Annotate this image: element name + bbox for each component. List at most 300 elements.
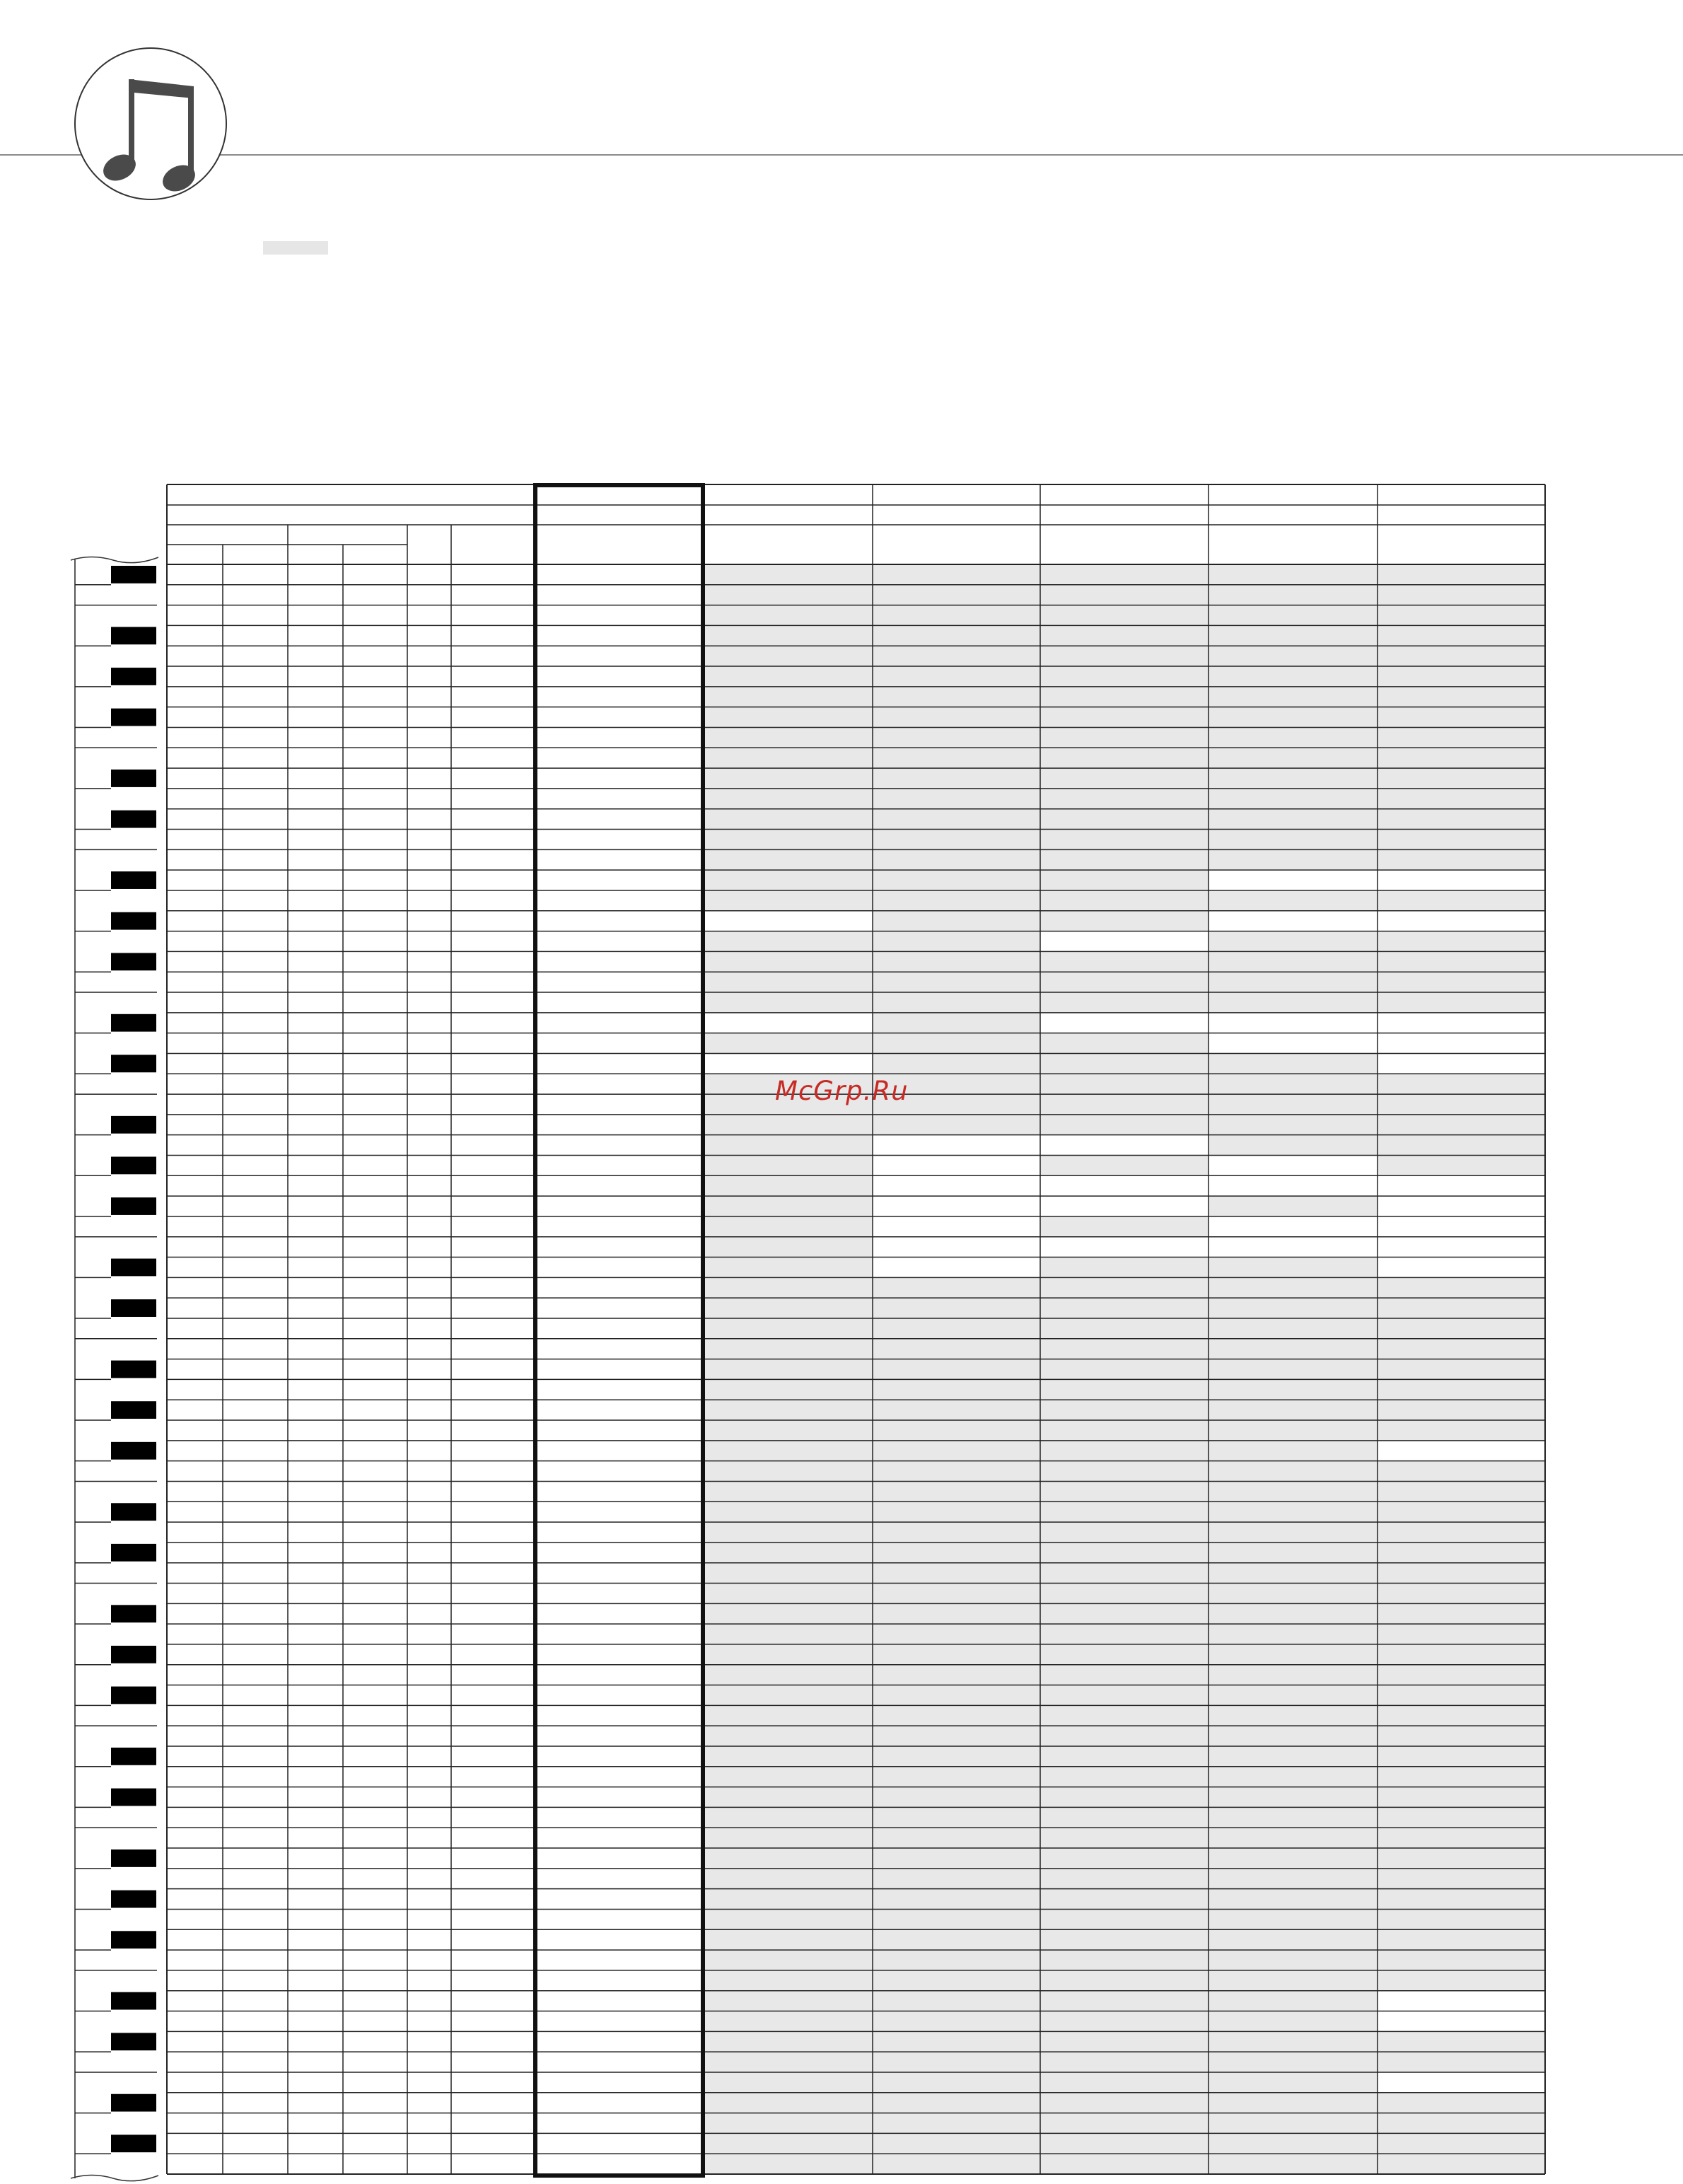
shaded-cell xyxy=(1378,1115,1545,1135)
shaded-cell xyxy=(873,1807,1040,1828)
shaded-cell xyxy=(873,1277,1040,1298)
shaded-cell xyxy=(873,2072,1040,2093)
shaded-cell xyxy=(704,1400,873,1420)
shaded-cell xyxy=(873,1441,1040,1461)
shaded-cell xyxy=(873,1013,1040,1033)
shaded-cell xyxy=(1209,1298,1378,1318)
shaded-cell xyxy=(1378,830,1545,850)
shaded-cell xyxy=(1040,890,1209,911)
shaded-cell xyxy=(873,1909,1040,1929)
shaded-cell xyxy=(873,625,1040,646)
black-key xyxy=(111,1992,156,2010)
shaded-cell xyxy=(873,1929,1040,1950)
shaded-cell xyxy=(1209,625,1378,646)
shaded-cell xyxy=(873,809,1040,830)
shaded-cell xyxy=(1378,1787,1545,1808)
shaded-cell xyxy=(1040,809,1209,830)
shaded-cell xyxy=(1378,768,1545,789)
shaded-cell xyxy=(1040,2154,1209,2174)
shaded-cell xyxy=(1040,1869,1209,1889)
shaded-cell xyxy=(704,1481,873,1502)
black-key xyxy=(111,1401,156,1419)
label-chip xyxy=(263,241,328,255)
watermark: McGrp.Ru xyxy=(775,1076,909,1106)
shaded-cell xyxy=(1040,1502,1209,1522)
black-key xyxy=(111,811,156,828)
shaded-cell xyxy=(1209,1522,1378,1543)
black-key xyxy=(111,2134,156,2152)
shaded-cell xyxy=(873,992,1040,1013)
shaded-cell xyxy=(873,1685,1040,1706)
shaded-cell xyxy=(1209,687,1378,707)
shaded-cell xyxy=(1378,1665,1545,1685)
section-badge xyxy=(74,47,227,200)
shaded-cell xyxy=(704,2011,873,2032)
shaded-cell xyxy=(1378,605,1545,626)
shaded-cell xyxy=(704,2154,873,2174)
shaded-cell xyxy=(704,1603,873,1624)
shaded-cell xyxy=(704,2133,873,2154)
shaded-cell xyxy=(704,1563,873,1584)
shaded-cell xyxy=(1209,1726,1378,1746)
shaded-cell xyxy=(1209,1318,1378,1339)
shaded-cell xyxy=(1040,951,1209,972)
shaded-cell xyxy=(1378,585,1545,605)
shaded-cell xyxy=(704,1726,873,1746)
shaded-cell xyxy=(1378,972,1545,992)
shaded-cell xyxy=(704,1991,873,2011)
shaded-cell xyxy=(1040,1767,1209,1787)
shaded-cell xyxy=(873,2133,1040,2154)
shaded-cell xyxy=(1040,1033,1209,1054)
shaded-cell xyxy=(1378,931,1545,952)
shaded-cell xyxy=(1378,1400,1545,1420)
shaded-cell xyxy=(873,1359,1040,1380)
shaded-cell xyxy=(704,1155,873,1175)
shaded-cell xyxy=(1378,727,1545,748)
shaded-cell xyxy=(873,687,1040,707)
shaded-cell xyxy=(704,1339,873,1359)
shaded-cell xyxy=(1040,605,1209,626)
shaded-cell xyxy=(1040,1298,1209,1318)
shaded-cell xyxy=(704,2052,873,2072)
shaded-cell xyxy=(873,605,1040,626)
shaded-cell xyxy=(1209,830,1378,850)
black-key xyxy=(111,1646,156,1663)
shaded-cell xyxy=(1040,1379,1209,1400)
black-key xyxy=(111,1789,156,1806)
shaded-cell xyxy=(1378,1155,1545,1175)
highlight-column-frame xyxy=(535,485,703,2176)
shaded-cell xyxy=(1378,1767,1545,1787)
shaded-cell xyxy=(1040,727,1209,748)
shaded-cell xyxy=(1040,1257,1209,1278)
shaded-cell xyxy=(1209,789,1378,809)
shaded-cell xyxy=(1378,2133,1545,2154)
shaded-cell xyxy=(704,1685,873,1706)
shaded-cell xyxy=(1378,1624,1545,1644)
shaded-cell xyxy=(1040,1277,1209,1298)
shaded-cell xyxy=(1378,2031,1545,2052)
shaded-cell xyxy=(1209,605,1378,626)
shaded-cell xyxy=(704,1441,873,1461)
shaded-cell xyxy=(1378,890,1545,911)
shaded-cell xyxy=(704,1584,873,1604)
shaded-cell xyxy=(1378,1726,1545,1746)
shaded-cell xyxy=(704,2093,873,2113)
shaded-cell xyxy=(1378,1909,1545,1929)
shaded-cell xyxy=(704,625,873,646)
shaded-cell xyxy=(1209,1135,1378,1156)
shaded-cell xyxy=(873,1115,1040,1135)
shaded-cell xyxy=(1040,972,1209,992)
shaded-cell xyxy=(1209,768,1378,789)
shaded-cell xyxy=(1040,1074,1209,1094)
shaded-cell xyxy=(873,1033,1040,1054)
shaded-cell xyxy=(1209,1339,1378,1359)
shaded-cell xyxy=(704,1420,873,1441)
shaded-cell xyxy=(873,666,1040,687)
shaded-cell xyxy=(1378,809,1545,830)
shaded-cell xyxy=(1040,585,1209,605)
shaded-cell xyxy=(704,1828,873,1848)
shaded-cell xyxy=(873,1543,1040,1563)
shaded-cell xyxy=(1209,2052,1378,2072)
shaded-cell xyxy=(704,1767,873,1787)
shaded-cell xyxy=(873,2011,1040,2032)
shaded-cell xyxy=(1040,1848,1209,1869)
shaded-cell xyxy=(1040,1828,1209,1848)
shaded-cell xyxy=(704,646,873,666)
shaded-cell xyxy=(1209,2011,1378,2032)
black-key xyxy=(111,1116,156,1134)
black-key xyxy=(111,709,156,726)
shaded-cell xyxy=(1378,1135,1545,1156)
black-key xyxy=(111,1014,156,1032)
shaded-cell xyxy=(873,1848,1040,1869)
black-key xyxy=(111,1259,156,1277)
shaded-cell xyxy=(873,890,1040,911)
black-key xyxy=(111,668,156,685)
shaded-cell xyxy=(873,1624,1040,1644)
shaded-cell xyxy=(1209,2093,1378,2113)
shaded-cell xyxy=(1209,1909,1378,1929)
shaded-cell xyxy=(1209,1400,1378,1420)
shaded-cell xyxy=(1378,992,1545,1013)
shaded-cell xyxy=(704,707,873,728)
shaded-cell xyxy=(873,1481,1040,1502)
shaded-cell xyxy=(1040,2093,1209,2113)
shaded-cell xyxy=(1040,870,1209,890)
shaded-cell xyxy=(873,2154,1040,2174)
shaded-cell xyxy=(873,1298,1040,1318)
shaded-cell xyxy=(1040,1726,1209,1746)
shaded-cell xyxy=(1040,748,1209,768)
shaded-cell xyxy=(1040,1929,1209,1950)
shaded-cell xyxy=(1040,625,1209,646)
shaded-cell xyxy=(1378,1481,1545,1502)
shaded-cell xyxy=(1378,1502,1545,1522)
shaded-cell xyxy=(704,1318,873,1339)
shaded-cell xyxy=(1040,1359,1209,1380)
black-key xyxy=(111,627,156,644)
shaded-cell xyxy=(1209,1929,1378,1950)
shaded-cell xyxy=(704,830,873,850)
shaded-cell xyxy=(873,972,1040,992)
shaded-cell xyxy=(1378,1970,1545,1991)
shaded-cell xyxy=(1378,2154,1545,2174)
shaded-cell xyxy=(704,1909,873,1929)
shaded-cell xyxy=(704,666,873,687)
shaded-cell xyxy=(1209,849,1378,870)
shaded-cell xyxy=(704,1359,873,1380)
shaded-cell xyxy=(1209,1094,1378,1115)
shaded-cell xyxy=(1040,1970,1209,1991)
shaded-cell xyxy=(704,2031,873,2052)
shaded-cell xyxy=(873,2031,1040,2052)
shaded-cell xyxy=(1209,1950,1378,1970)
shaded-cell xyxy=(1209,1970,1378,1991)
black-key xyxy=(111,1544,156,1562)
shaded-cell xyxy=(1209,1807,1378,1828)
shaded-cell xyxy=(1040,1705,1209,1726)
shaded-cell xyxy=(1209,707,1378,728)
shaded-cell xyxy=(1209,2154,1378,2174)
shaded-cell xyxy=(873,1603,1040,1624)
shaded-cell xyxy=(1378,1074,1545,1094)
shaded-cell xyxy=(704,1033,873,1054)
shaded-cell xyxy=(1209,1584,1378,1604)
shaded-cell xyxy=(1209,1461,1378,1482)
shaded-cell xyxy=(1209,951,1378,972)
shaded-cell xyxy=(873,1522,1040,1543)
shaded-cell xyxy=(704,1705,873,1726)
shaded-cell xyxy=(1378,1359,1545,1380)
black-key xyxy=(111,1849,156,1867)
shaded-cell xyxy=(1378,625,1545,646)
shaded-cell xyxy=(1040,1543,1209,1563)
shaded-cell xyxy=(1040,1053,1209,1074)
shaded-cell xyxy=(704,1950,873,1970)
shaded-cell xyxy=(1040,1461,1209,1482)
shaded-cell xyxy=(873,911,1040,931)
shaded-cell xyxy=(1209,1277,1378,1298)
shaded-cell xyxy=(1209,1543,1378,1563)
shaded-cell xyxy=(704,1237,873,1257)
shaded-cell xyxy=(1378,2093,1545,2113)
shaded-cell xyxy=(873,951,1040,972)
shaded-cell xyxy=(1378,1094,1545,1115)
shaded-cell xyxy=(1378,1848,1545,1869)
shaded-cell xyxy=(1040,2031,1209,2052)
shaded-cell xyxy=(873,1787,1040,1808)
black-key xyxy=(111,1299,156,1317)
black-key xyxy=(111,1503,156,1521)
shaded-cell xyxy=(873,1584,1040,1604)
shaded-cell xyxy=(704,2113,873,2134)
shaded-cell xyxy=(1378,951,1545,972)
shaded-cell xyxy=(873,1400,1040,1420)
shaded-cell xyxy=(1040,1155,1209,1175)
shaded-cell xyxy=(873,748,1040,768)
shaded-cell xyxy=(1378,1543,1545,1563)
shaded-cell xyxy=(1040,768,1209,789)
shaded-cell xyxy=(704,1889,873,1910)
shaded-cell xyxy=(1378,1298,1545,1318)
shaded-cell xyxy=(1378,849,1545,870)
shaded-cell xyxy=(1378,748,1545,768)
black-key xyxy=(111,1931,156,1948)
shaded-cell xyxy=(873,1563,1040,1584)
shaded-cell xyxy=(704,1461,873,1482)
shaded-cell xyxy=(1378,1705,1545,1726)
shaded-cell xyxy=(1209,1828,1378,1848)
shaded-cell xyxy=(1378,564,1545,585)
shaded-cell xyxy=(873,1665,1040,1685)
shaded-cell xyxy=(1040,1807,1209,1828)
shaded-cell xyxy=(1378,1746,1545,1767)
shaded-cell xyxy=(704,1502,873,1522)
shaded-cell xyxy=(1209,727,1378,748)
shaded-cell xyxy=(1040,2072,1209,2093)
shaded-cell xyxy=(1209,1359,1378,1380)
shaded-cell xyxy=(1209,1502,1378,1522)
shaded-cell xyxy=(1040,1318,1209,1339)
shaded-cell xyxy=(1209,1705,1378,1726)
black-key xyxy=(111,1687,156,1704)
shaded-cell xyxy=(704,849,873,870)
shaded-cell xyxy=(1209,1441,1378,1461)
shaded-cell xyxy=(1209,1848,1378,1869)
shaded-cell xyxy=(873,1970,1040,1991)
black-key xyxy=(111,1605,156,1622)
shaded-cell xyxy=(704,809,873,830)
shaded-cell xyxy=(1209,646,1378,666)
shaded-cell xyxy=(1378,1685,1545,1706)
shaded-cell xyxy=(873,646,1040,666)
shaded-cell xyxy=(1378,687,1545,707)
shaded-cell xyxy=(873,707,1040,728)
shaded-cell xyxy=(1040,1420,1209,1441)
black-key xyxy=(111,1197,156,1215)
shaded-cell xyxy=(704,972,873,992)
shaded-cell xyxy=(704,1746,873,1767)
shaded-cell xyxy=(873,1379,1040,1400)
shaded-cell xyxy=(1209,1685,1378,1706)
shaded-cell xyxy=(873,585,1040,605)
shaded-cell xyxy=(873,768,1040,789)
shaded-cell xyxy=(873,1502,1040,1522)
shaded-cell xyxy=(704,748,873,768)
shaded-cell xyxy=(1209,890,1378,911)
shaded-cell xyxy=(873,2113,1040,2134)
shaded-cell xyxy=(1040,687,1209,707)
header-rule xyxy=(0,154,1683,156)
shaded-cell xyxy=(1378,1461,1545,1482)
shaded-cell xyxy=(704,992,873,1013)
shaded-cell xyxy=(1378,1339,1545,1359)
shaded-cell xyxy=(1378,1563,1545,1584)
shaded-cell xyxy=(873,1726,1040,1746)
shaded-cell xyxy=(873,1644,1040,1665)
shaded-cell xyxy=(1209,1644,1378,1665)
shaded-cell xyxy=(873,1318,1040,1339)
shaded-cell xyxy=(1209,1257,1378,1278)
shaded-cell xyxy=(704,870,873,890)
shaded-cell xyxy=(1209,666,1378,687)
shaded-cell xyxy=(704,1196,873,1216)
shaded-cell xyxy=(704,1644,873,1665)
shaded-cell xyxy=(873,1053,1040,1074)
shaded-cell xyxy=(1378,1644,1545,1665)
shaded-cell xyxy=(1040,666,1209,687)
shaded-cell xyxy=(1378,707,1545,728)
shaded-cell xyxy=(1040,1400,1209,1420)
shaded-cell xyxy=(1040,1481,1209,1502)
black-key xyxy=(111,1748,156,1765)
shaded-cell xyxy=(1209,748,1378,768)
shaded-cell xyxy=(1040,1787,1209,1808)
shaded-cell xyxy=(873,1705,1040,1726)
shaded-cell xyxy=(873,1869,1040,1889)
shaded-cell xyxy=(873,1461,1040,1482)
shaded-cell xyxy=(1378,1807,1545,1828)
shaded-cell xyxy=(1209,1624,1378,1644)
shaded-cell xyxy=(1040,2113,1209,2134)
shaded-cell xyxy=(1209,1787,1378,1808)
shaded-cell xyxy=(704,931,873,952)
shaded-cell xyxy=(1209,564,1378,585)
shaded-cell xyxy=(704,890,873,911)
shaded-cell xyxy=(704,687,873,707)
shaded-cell xyxy=(1040,564,1209,585)
shaded-cell xyxy=(1040,1339,1209,1359)
shaded-cell xyxy=(1209,1991,1378,2011)
shaded-cell xyxy=(1040,2133,1209,2154)
shaded-cell xyxy=(1209,2031,1378,2052)
shaded-cell xyxy=(873,931,1040,952)
shaded-cell xyxy=(1040,1115,1209,1135)
shaded-cell xyxy=(1040,1584,1209,1604)
shaded-cell xyxy=(873,564,1040,585)
shaded-cell xyxy=(1209,2072,1378,2093)
shaded-cell xyxy=(1209,1053,1378,1074)
shaded-cell xyxy=(1040,789,1209,809)
shaded-cell xyxy=(704,1277,873,1298)
shaded-cell xyxy=(1040,830,1209,850)
shaded-cell xyxy=(1209,1420,1378,1441)
shaded-cell xyxy=(1378,1379,1545,1400)
black-key xyxy=(111,1156,156,1174)
shaded-cell xyxy=(873,870,1040,890)
shaded-cell xyxy=(704,1379,873,1400)
shaded-cell xyxy=(873,2093,1040,2113)
shaded-cell xyxy=(873,849,1040,870)
shaded-cell xyxy=(1209,1603,1378,1624)
shaded-cell xyxy=(704,1135,873,1156)
shaded-cell xyxy=(704,1522,873,1543)
black-key xyxy=(111,2094,156,2112)
shaded-cell xyxy=(873,789,1040,809)
shaded-cell xyxy=(1040,1991,1209,2011)
shaded-cell xyxy=(704,1869,873,1889)
shaded-cell xyxy=(1378,1889,1545,1910)
shaded-cell xyxy=(1378,2113,1545,2134)
shaded-cell xyxy=(1378,1929,1545,1950)
shaded-cell xyxy=(704,1257,873,1278)
shaded-cell xyxy=(1040,1563,1209,1584)
shaded-cell xyxy=(704,1543,873,1563)
